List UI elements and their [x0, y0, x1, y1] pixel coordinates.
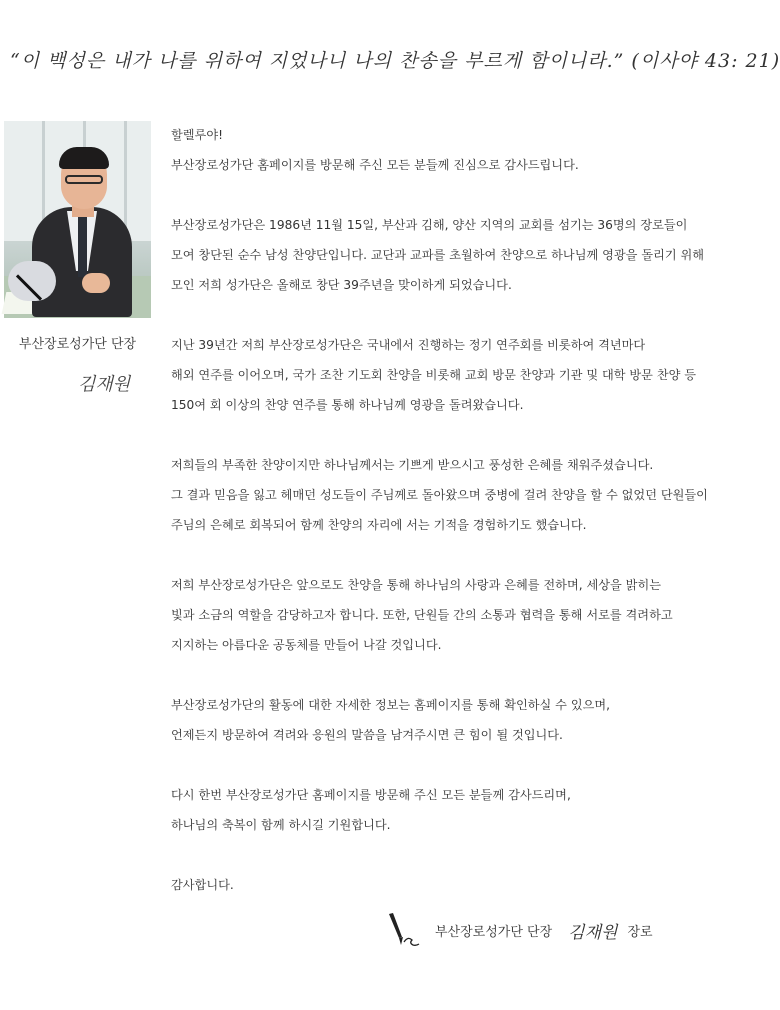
letter-paragraph: [171, 780, 701, 840]
letter-paragraph: [171, 690, 701, 750]
letter-line: 부산장로성가단의 활동에 대한 자세한 정보는 홈페이지를 통해 확인하실 수 있으며,: [171, 698, 611, 712]
caption-title: 부산장로성가단 단장: [18, 337, 137, 352]
letter-line: 지지하는 아름다운 공동체를 만들어 나갈 것입니다.: [171, 638, 442, 652]
letter-line: 지난 39년간 저희 부산장로성가단은 국내에서 진행하는 정기 연주회를 비롯하여 격년마다: [171, 338, 646, 352]
fountain-pen-icon: [385, 912, 421, 948]
letter-line: 부산장로성가단은 1986년 11월 15일, 부산과 김해, 양산 지역의 교회를 섬기는 36명의 장로들이: [171, 218, 688, 232]
letter-line: 모여 창단된 순수 남성 찬양단입니다. 교단과 교파를 초월하여 찬양으로 하나님께 영광을 돌리기 위해: [171, 248, 705, 262]
letter-line: 150여 회 이상의 찬양 연주를 통해 하나님께 영광을 돌려왔습니다.: [171, 398, 524, 412]
letter-line: 저희 부산장로성가단은 앞으로도 찬양을 통해 하나님의 사랑과 은혜를 전하며, 세상을 밝히는: [171, 578, 661, 592]
portrait-photo: [4, 121, 151, 318]
letter-paragraph: [171, 210, 705, 300]
bible-verse: “이 백성은 내가 나를 위하여 지었나니 나의 찬송을 부르게 함이니라.” (이사야 43: 21): [10, 50, 780, 72]
caption-signature: 김재원: [78, 374, 131, 395]
footer-title: 부산장로성가단 단장: [435, 924, 553, 940]
letter-paragraph: [171, 330, 701, 420]
letter-line: 하나님의 축복이 함께 하시길 기원합니다.: [171, 818, 391, 832]
letter-paragraph: [171, 570, 701, 660]
footer-signature: 김재원: [568, 922, 618, 943]
letter-line: 그 결과 믿음을 잃고 헤매던 성도들이 주님께로 돌아왔으며 중병에 걸려 찬양을 할 수 없었던 단원들이: [171, 488, 708, 502]
letter-line: 해외 연주를 이어오며, 국가 조찬 기도회 찬양을 비롯해 교회 방문 찬양과 기관 및 대학 방문 찬양 등: [171, 368, 697, 382]
letter-paragraph: [171, 450, 708, 540]
letter-line: 모인 저희 성가단은 올해로 창단 39주년을 맞이하게 되었습니다.: [171, 278, 512, 292]
letter-footer: [385, 910, 653, 950]
letter-line: 저희들의 부족한 찬양이지만 하나님께서는 기쁘게 받으시고 풍성한 은혜를 채워주셨습니다.: [171, 458, 654, 472]
letter-line: 빛과 소금의 역할을 감당하고자 합니다. 또한, 단원들 간의 소통과 협력을 통해 서로를 격려하고: [171, 608, 673, 622]
letter-line: 감사합니다.: [171, 878, 234, 892]
letter-line: 할렐루야!: [171, 128, 223, 142]
letter-paragraph: [171, 120, 701, 180]
greeting-letter: [171, 120, 708, 930]
letter-line: 부산장로성가단 홈페이지를 방문해 주신 모든 분들께 진심으로 감사드립니다.: [171, 158, 579, 172]
footer-suffix: 장로: [627, 924, 653, 940]
letter-paragraph: [171, 870, 701, 900]
letter-line: 주님의 은혜로 회복되어 함께 찬양의 자리에 서는 기적을 경험하기도 했습니다.: [171, 518, 587, 532]
letter-line: 언제든지 방문하여 격려와 응원의 말씀을 남겨주시면 큰 힘이 될 것입니다.: [171, 728, 563, 742]
letter-line: 다시 한번 부산장로성가단 홈페이지를 방문해 주신 모든 분들께 감사드리며,: [171, 788, 571, 802]
